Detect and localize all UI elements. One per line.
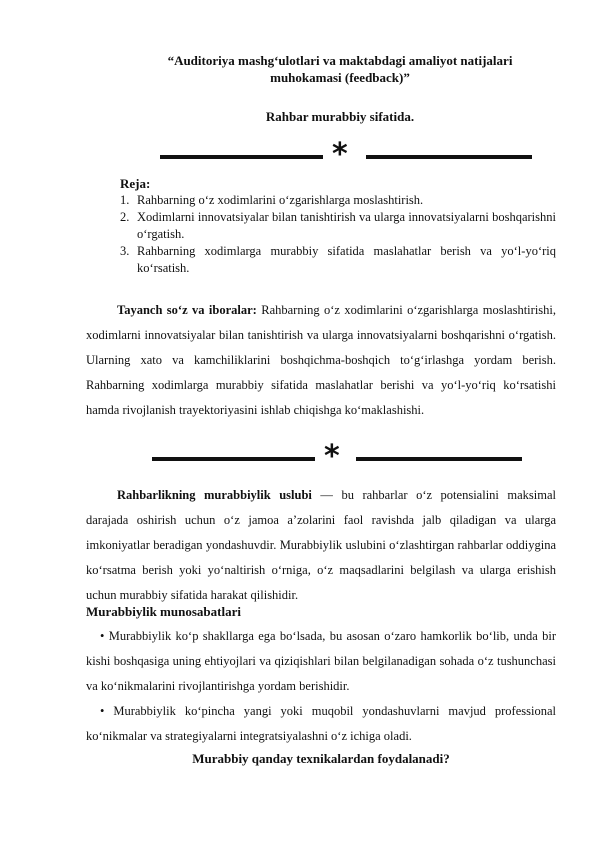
section-divider [152, 439, 522, 474]
divider-star-icon: * [332, 137, 348, 172]
divider-line-right [356, 457, 522, 461]
plan-item [120, 209, 556, 243]
plan-item [120, 243, 556, 277]
document-title-line-1: “Auditoriya mashg‘ulotlari va maktabdagi amaliyot natijalari [167, 53, 513, 68]
techniques-heading: Murabbiy qanday texnikalardan foydalanadi? [192, 751, 450, 766]
section-divider [160, 137, 532, 172]
relations-heading: Murabbiylik munosabatlari [86, 604, 241, 619]
leadership-style-paragraph [86, 483, 556, 608]
relations-bullet-2: • Murabbiylik ko‘pincha yangi yoki muqobil yondashuvlarni mavjud professional ko‘nikmalar va strategiyalarni integratsiyalashni o‘z ichiga oladi. [86, 704, 556, 743]
plan-item-text: Xodimlarni innovatsiyalar bilan tanishtirish va ularga innovatsiyalarni boshqarishni o‘rgatish. [137, 210, 556, 241]
key-phrases-text: Rahbarning o‘z xodimlarini o‘zgarishlarga moslashtirishi, xodimlarni innovatsiyalar bilan tanishtirish va ularga innovatsiyalarni boshqarishni o‘rgatish. Ularning xato va kamchiliklarini boshqichma-boshqich to‘g‘irlashga yordam berish. Rahbarning xodimlarga murabbiy sifatida maslahatlar berishi va yo‘l-yo‘riq ko‘rsatishi hamda rivojlanish trayektoriyasini ishlab chiqishga ko‘maklashishi. [86, 303, 557, 417]
divider-star-icon: * [324, 439, 340, 474]
leadership-style-label: Rahbarlikning murabbiylik uslubi [117, 488, 312, 502]
divider-line-left [152, 457, 315, 461]
key-phrases-paragraph [86, 298, 556, 423]
plan-item-text: Rahbarning xodimlarga murabbiy sifatida maslahatlar berish va yo‘l-yo‘riq ko‘rsatish. [137, 244, 556, 275]
relations-bullet-1: • Murabbiylik ko‘p shakllarga ega bo‘lsada, bu asosan o‘zaro hamkorlik bo‘lib, unda bir kishi boshqasiga uning ehtiyojlari va qiziqishlari bilan belgilanadigan sohada o‘z tushunchasi va ko‘nikmalarini rivojlantirishga yordam berishidir. [86, 629, 556, 693]
leadership-style-text: — bu rahbarlar o‘z potensialini maksimal darajada oshirish uchun o‘z jamoa a’zolarini faol ravishda jalb qiladigan va ularga imkoniyatlar beradigan yondashuvdir. Murabbiylik uslubini o‘zlashtirgan rahbarlar oddiygina ko‘rsatma berish yoki yo‘naltirish o‘rniga, o‘z maqsadlarini belgilash va ularga erishish uchun murabbiy sifatida harakat qilishidir. [86, 488, 557, 602]
plan-heading: Reja: [120, 176, 151, 191]
document-title-line-2: muhokamasi (feedback)” [270, 70, 410, 85]
plan-list [120, 192, 556, 277]
divider-line-right [366, 155, 532, 159]
plan-item-number: 2. [120, 210, 130, 224]
plan-item-text: Rahbarning o‘z xodimlarini o‘zgarishlarga moslashtirish. [137, 193, 424, 207]
plan-item-number: 3. [120, 244, 130, 258]
document-subtitle: Rahbar murabbiy sifatida. [265, 109, 415, 124]
plan-item [120, 192, 556, 209]
key-phrases-label: Tayanch so‘z va iboralar: [117, 303, 257, 317]
plan-item-number: 1. [120, 193, 130, 207]
divider-line-left [160, 155, 323, 159]
